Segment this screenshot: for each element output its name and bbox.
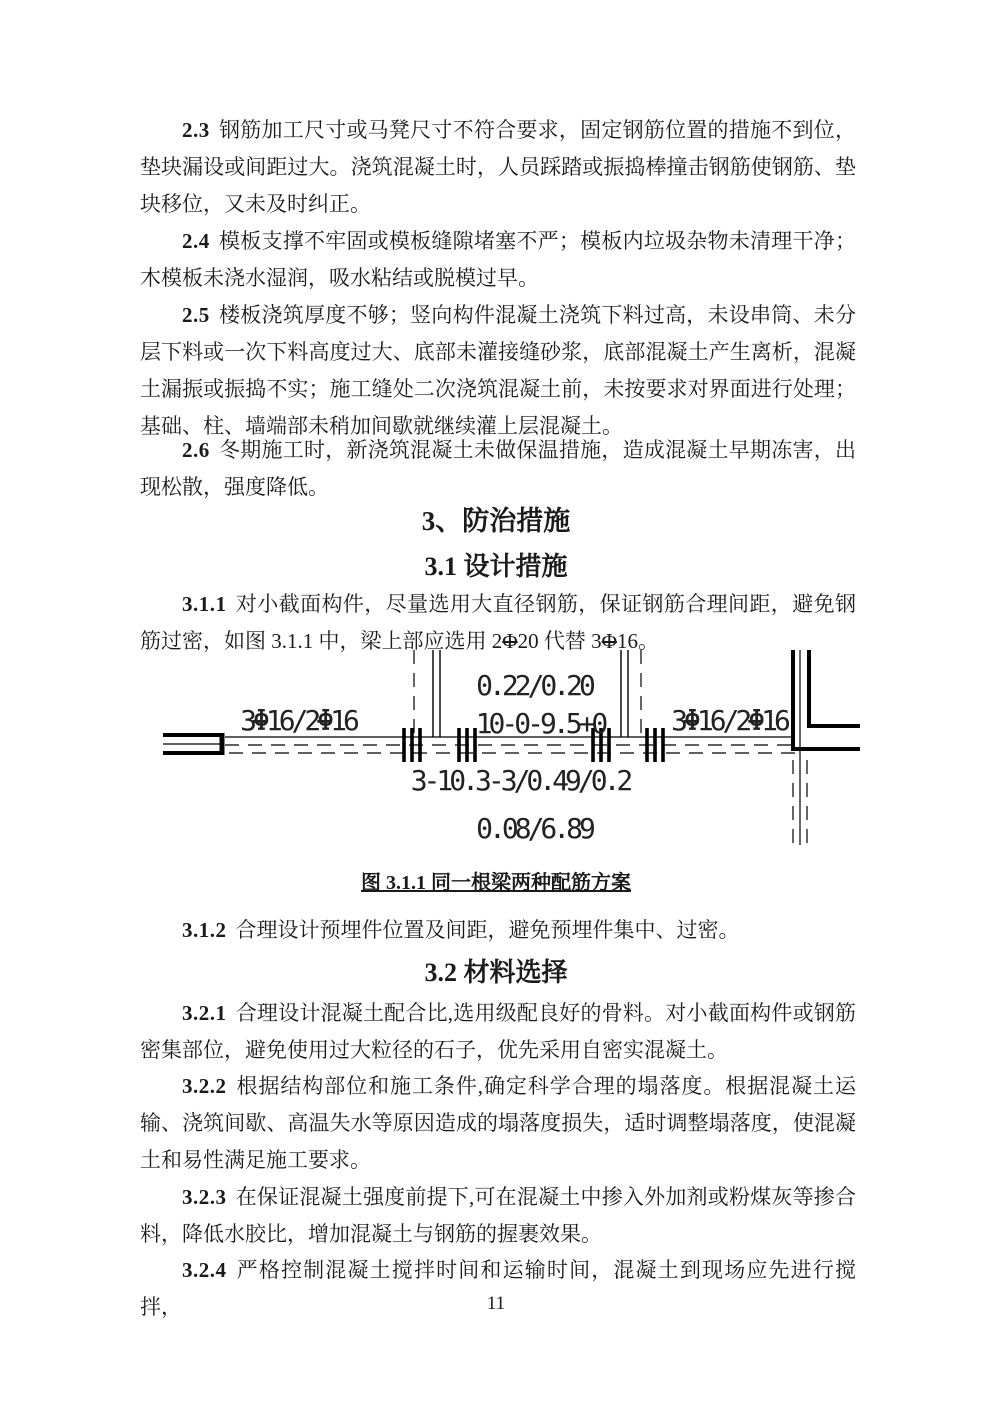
rebar-grade-symbol: Φ (683, 704, 697, 737)
page-number: 11 (486, 1293, 506, 1314)
right-column-lines (621, 650, 641, 737)
paragraph-number: 2.4 (182, 229, 210, 253)
paragraph-number: 3.2.1 (182, 1001, 227, 1025)
figure-caption: 图 3.1.1 同一根梁两种配筋方案 (361, 872, 631, 894)
left-column-lines (414, 650, 440, 737)
left-wall-end (163, 733, 223, 755)
paragraph-text: 楼板浇筑厚度不够；竖向构件混凝土浇筑下料过高，未设串筒、未分层下料或一次下料高度过大、底部未灌接缝砂浆，底部混凝土产生离析，混凝土漏振或振捣不实；施工缝处二次浇筑混凝土前，未按要求对界面进行处理；基础、柱、墙端部未稍加间歇就继续灌上层混凝土。 (140, 303, 856, 438)
paragraph-text: 模板支撑不牢固或模板缝隙堵塞不严；模板内垃圾杂物未清理干净；木模板未浇水湿润，吸水粘结或脱模过早。 (140, 229, 856, 290)
paragraph-2-3 (140, 112, 856, 223)
paragraph-number: 3.1.2 (182, 918, 227, 942)
section-3-heading: 3、防治措施 (421, 506, 571, 536)
paragraph-text: 冬期施工时，新浇筑混凝土未做保温措施，造成混凝土早期冻害，出现松散，强度降低。 (140, 438, 856, 499)
paragraph-text: 钢筋加工尺寸或马凳尺寸不符合要求，固定钢筋位置的措施不到位，垫块漏设或间距过大。浇筑混凝土时，人员踩踏或振捣棒撞击钢筋使钢筋、垫块移位，又未及时纠正。 (140, 118, 856, 216)
figure-label-mid: 10-0-9.5+0 (475, 707, 605, 740)
paragraph-number: 2.5 (182, 303, 210, 327)
rebar-grade-symbol: Φ (502, 629, 518, 653)
paragraph-number: 3.2.2 (182, 1074, 227, 1098)
figure-label-top: 0.22/0.20 (476, 669, 592, 702)
paragraph-2-5 (140, 297, 856, 445)
paragraph-2-6 (140, 432, 856, 506)
paragraph-2-4 (140, 223, 856, 297)
right-wall-corner (791, 650, 860, 845)
figure-label-left: 3Φ16/2Φ16 (240, 704, 356, 737)
paragraph-number: 3.2.3 (182, 1185, 227, 1209)
paragraph-number: 2.6 (182, 438, 210, 462)
paragraph-text: 合理设计预埋件位置及间距，避免预埋件集中、过密。 (235, 918, 740, 942)
paragraph-text: 根据结构部位和施工条件,确定科学合理的塌落度。根据混凝土运输、浇筑间歇、高温失水等原因造成的塌落度损失，适时调整塌落度，使混凝土和易性满足施工要求。 (140, 1074, 856, 1172)
paragraph-text: 在保证混凝土强度前提下,可在混凝土中掺入外加剂或粉煤灰等掺合料，降低水胶比，增加混凝土与钢筋的握裹效果。 (140, 1185, 856, 1246)
rebar-grade-symbol: Φ (252, 704, 266, 737)
paragraph-number: 3.2.4 (182, 1258, 227, 1282)
paragraph-3-1-2 (140, 912, 856, 949)
rebar-plan-figure (150, 648, 860, 848)
figure-label-right: 3Φ16/2Φ16 (671, 704, 787, 737)
paragraph-number: 2.3 (182, 118, 210, 142)
paragraph-3-2-2 (140, 1068, 856, 1179)
section-3-1-heading: 3.1 设计措施 (424, 552, 568, 581)
section-3-2-heading: 3.2 材料选择 (424, 958, 568, 987)
rebar-grade-symbol: Φ (748, 704, 762, 737)
paragraph-number: 3.1.1 (182, 592, 227, 616)
paragraph-3-2-3 (140, 1179, 856, 1253)
rebar-grade-symbol: Φ (601, 629, 617, 653)
paragraph-text: 严格控制混凝土搅拌时间和运输时间，混凝土到现场应先进行搅拌， (140, 1258, 856, 1319)
figure-label-bottom: 0.08/6.89 (476, 812, 592, 845)
figure-label-below: 3-10.3-3/0.49/0.2 (410, 764, 630, 797)
paragraph-text: 20 代替 3 (517, 629, 602, 653)
paragraph-text: 16。 (616, 629, 659, 653)
rebar-grade-symbol: Φ (317, 704, 331, 737)
paragraph-3-2-1 (140, 995, 856, 1069)
paragraph-text: 对小截面构件，尽量选用大直径钢筋，保证钢筋合理间距，避免钢筋过密，如图 3.1.1 中，梁上部应选用 2 (140, 592, 856, 653)
paragraph-text: 合理设计混凝土配合比,选用级配良好的骨料。对小截面构件或钢筋密集部位，避免使用过大粒径的石子，优先采用自密实混凝土。 (140, 1001, 856, 1062)
